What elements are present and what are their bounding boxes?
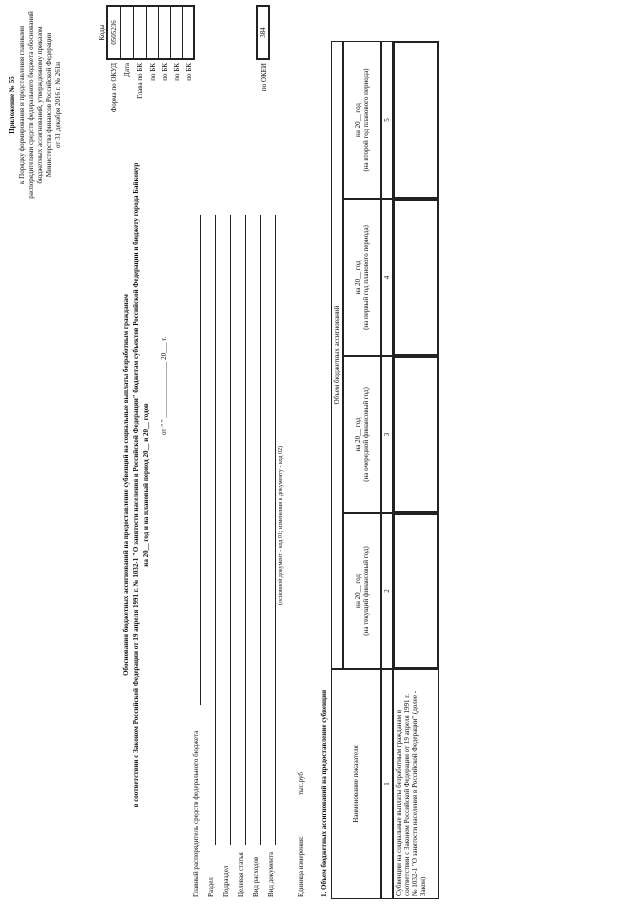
code-okud: 0505236 bbox=[110, 20, 118, 45]
th-indicator-name: Наименование показателя bbox=[331, 669, 381, 899]
label-date: Дата bbox=[123, 63, 131, 77]
appendix-line-2: распорядителями средств федерального бюджета обоснований bbox=[27, 11, 35, 199]
table-cell-next-year[interactable] bbox=[393, 356, 439, 513]
unit-value: тыс.руб bbox=[297, 772, 305, 795]
label-expense-type: Вид расходов bbox=[252, 856, 260, 897]
appendix-line-5: от 31 декабря 2016 г. № 261н bbox=[54, 61, 62, 149]
label-bk-3: по БК bbox=[173, 63, 181, 81]
label-okud: Форма по ОКУД bbox=[110, 63, 118, 113]
label-okei: по ОКЕИ bbox=[260, 63, 268, 92]
doc-type-hint: (основной документ - код 01; изменения к документу - код 02) bbox=[278, 446, 284, 605]
label-glava: Глава по БК bbox=[136, 63, 144, 99]
label-section: Раздел bbox=[207, 877, 215, 897]
table-cell-current-year[interactable] bbox=[393, 513, 439, 669]
label-bk-2: по БК bbox=[161, 63, 169, 81]
okei-value: 384 bbox=[259, 27, 267, 38]
th-plan-year-2: на 20__ год (на второй год планового периода) bbox=[343, 41, 381, 199]
title-line-1: Обоснования бюджетных ассигнований на предоставление субвенций на социальные выплаты безработным гражданам bbox=[122, 294, 130, 676]
th-num-1: 1 bbox=[381, 669, 393, 899]
label-bk-4: по БК bbox=[185, 63, 193, 81]
label-target-article: Целевая статья bbox=[237, 852, 245, 897]
th-num-5: 5 bbox=[381, 41, 393, 199]
title-line-3: на 20__ год и на плановый период 20__ и 20__ годов bbox=[142, 403, 150, 567]
appendix-line-4: Министерства финансов Российской Федерации bbox=[45, 32, 53, 178]
th-budget-volume: Объем бюджетных ассигнований bbox=[331, 41, 343, 669]
th-next-year: на 20__ год (на очередной финансовый год) bbox=[343, 356, 381, 513]
table-row-subvention-name: Субвенции на социальные выплаты безработным гражданам в соответствии с Законом Российской Федерации от 19 апреля 1991 г. № 1032-1 "О занятости населения в Российской Федерации" (долее - Закон) bbox=[393, 669, 439, 899]
label-doc-type: Вид документа bbox=[267, 851, 275, 897]
appendix-line-1: к Порядку формирования и представления главными bbox=[18, 26, 26, 184]
table-cell-plan-year-2[interactable] bbox=[393, 41, 439, 199]
appendix-number: Приложение № 55 bbox=[8, 76, 16, 134]
codes-header: Коды bbox=[98, 24, 106, 41]
appendix-line-3: бюджетных ассигнований, утвержденному приказом bbox=[36, 26, 44, 184]
label-bk-1: по БК bbox=[149, 63, 157, 81]
th-num-2: 2 bbox=[381, 513, 393, 669]
th-num-3: 3 bbox=[381, 356, 393, 513]
label-main-manager: Главный распорядитель средств федерального бюджета bbox=[192, 730, 200, 897]
date-line: от " " ________________ 20___ г. bbox=[160, 336, 168, 435]
title-line-2: в соответствии с Законом Российской Федерации от 19 апреля 1991 г. № 1032-1 "О занятости населения в Российской Федерации" бюджетам субъектов Российской Федерации и бюджету города Байконур bbox=[132, 162, 140, 808]
label-subsection: Подраздел bbox=[222, 865, 230, 897]
th-plan-year-1: на 20__ год (на первый год планового периода) bbox=[343, 199, 381, 356]
th-current-year: на 20__ год (на текущий финансовый год) bbox=[343, 513, 381, 669]
section1-title: 1. Объем бюджетных ассигнований на предоставление субвенции bbox=[320, 689, 328, 897]
th-num-4: 4 bbox=[381, 199, 393, 356]
unit-label: Единица измерения: bbox=[297, 836, 305, 897]
table-cell-plan-year-1[interactable] bbox=[393, 199, 439, 356]
